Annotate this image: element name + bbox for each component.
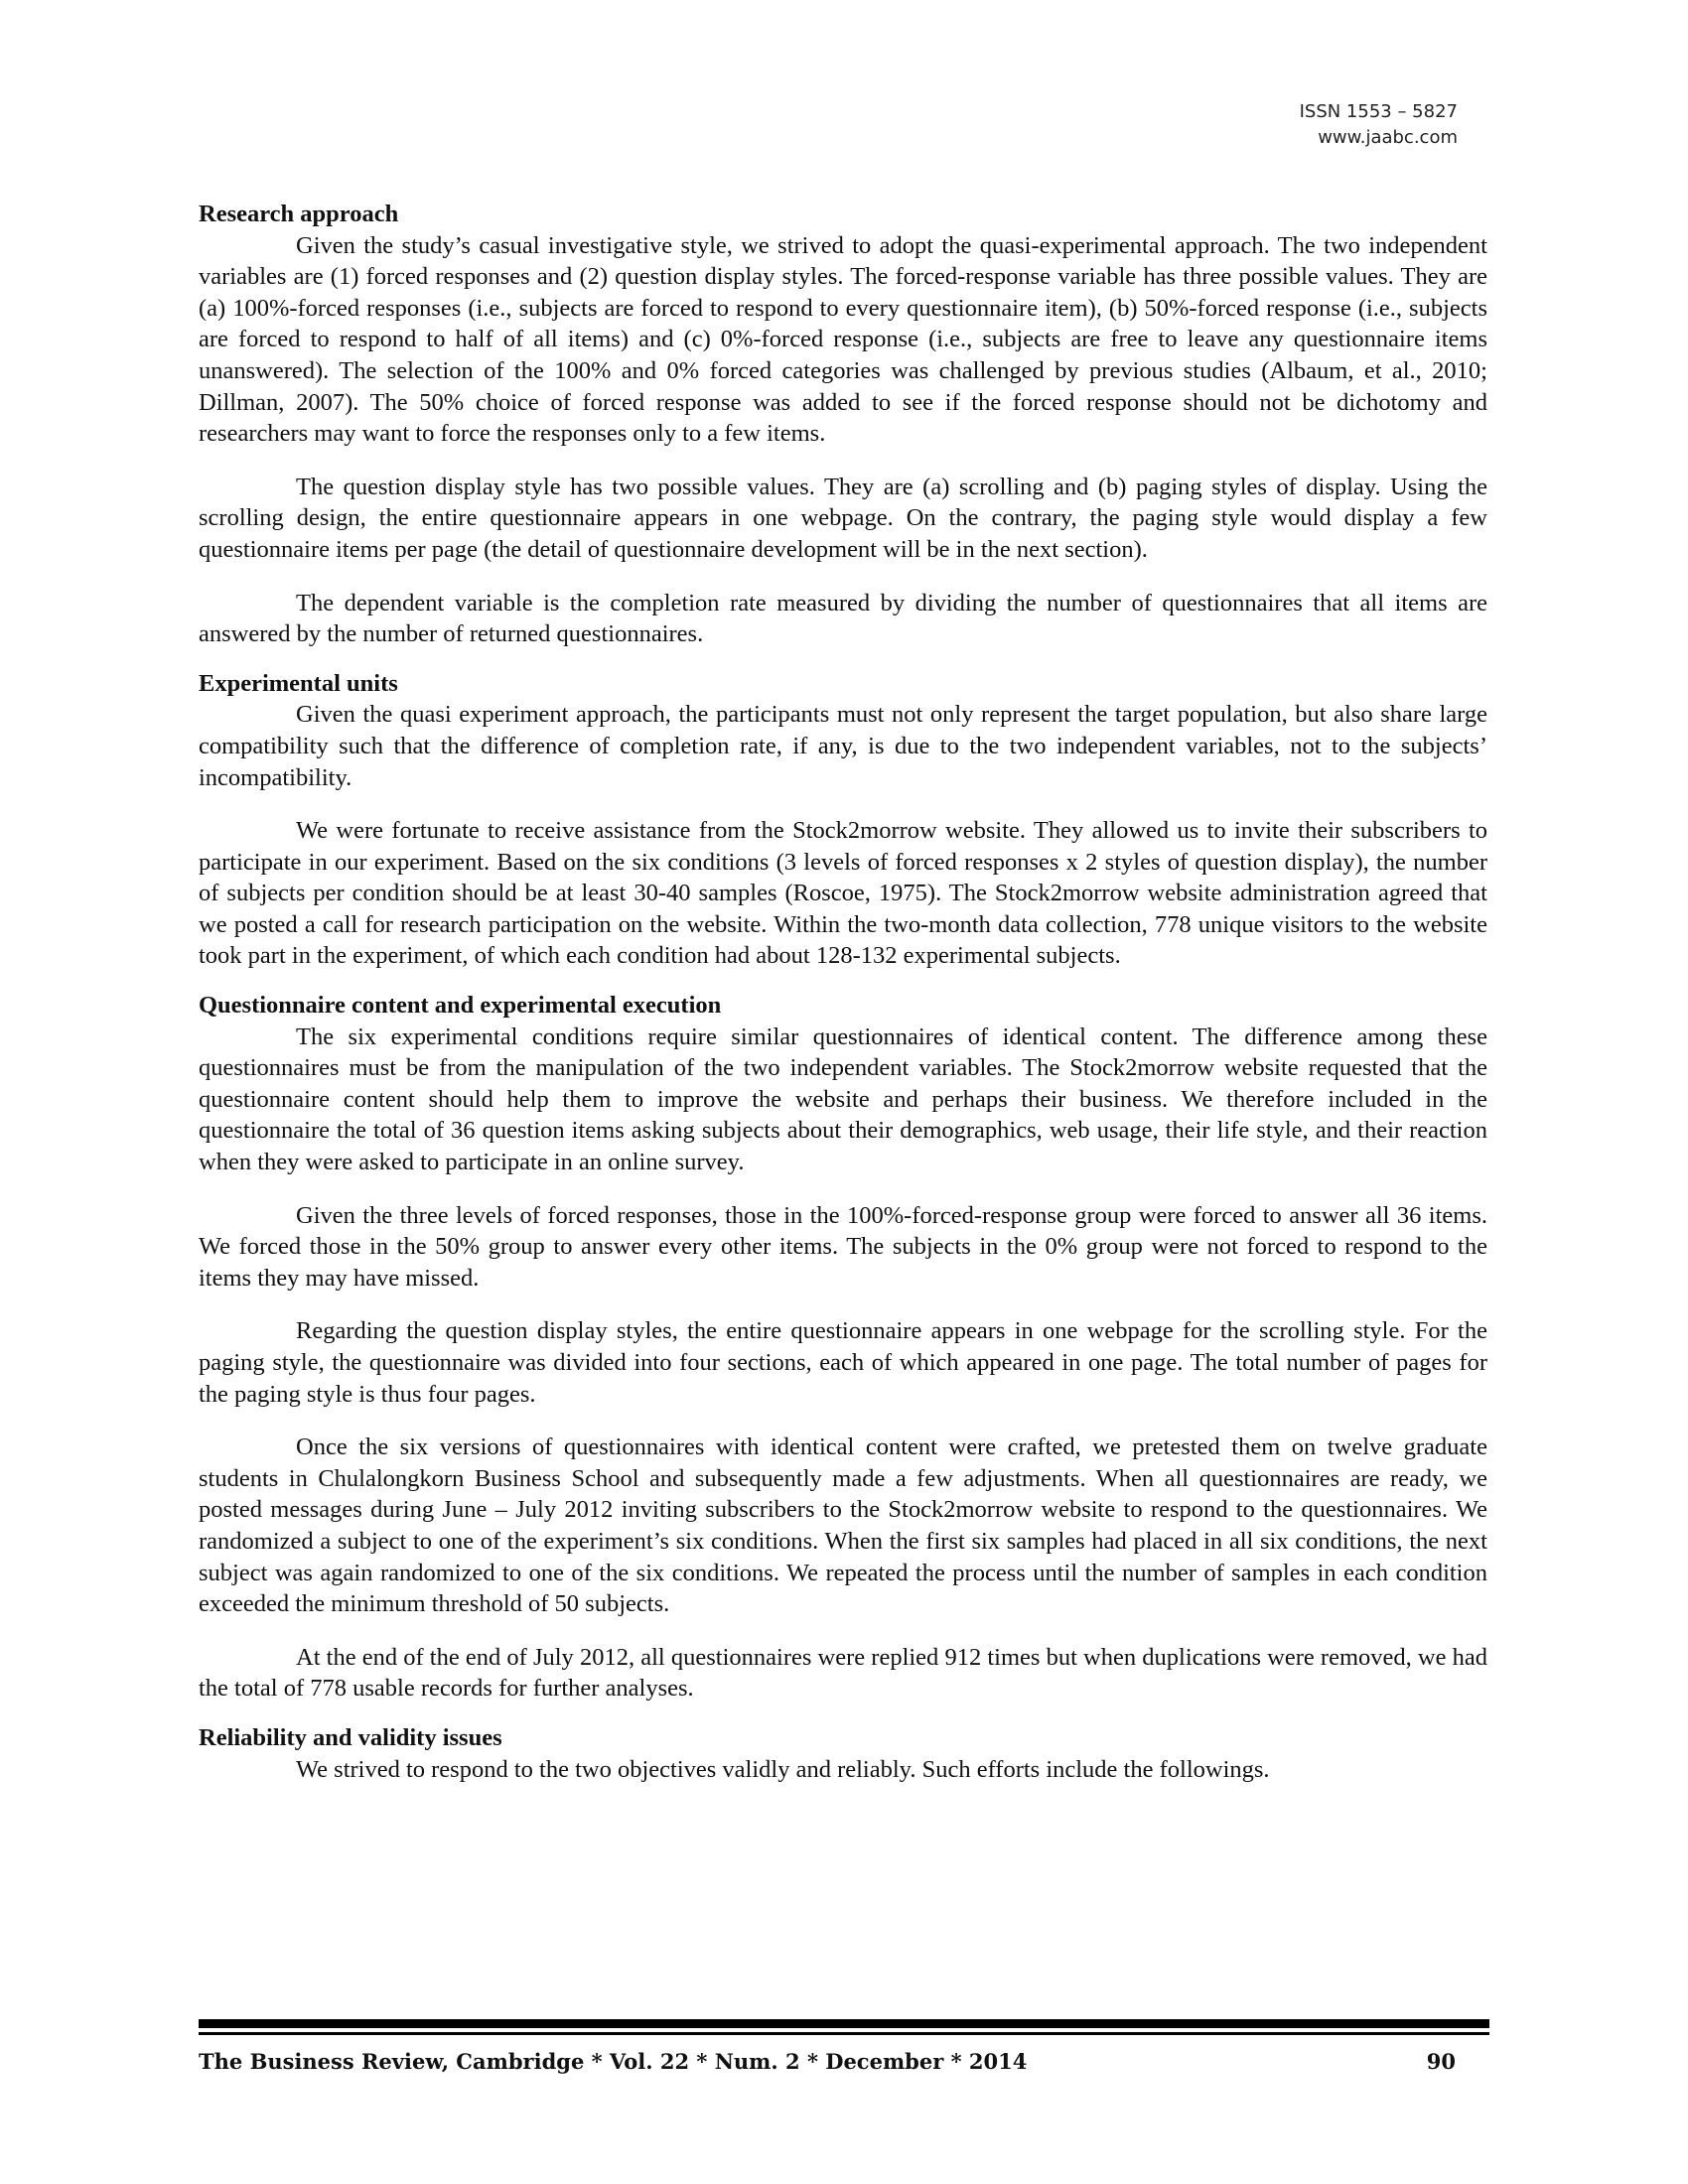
paragraph: The question display style has two possible values. They are (a) scrolling and (b) paging styles of display. Using the scrolling design, the entire questionnaire appears in one webpage. On the contrary, the paging style would display a few questionnaire items per page (the detail of questionnaire development will be in the next section).	[199, 473, 1487, 563]
footer-rule-thick	[199, 2019, 1489, 2028]
paragraph: We were fortunate to receive assistance from the Stock2morrow website. They allowed us to invite their subscribers to participate in our experiment. Based on the six conditions (3 levels of forced responses x 2 styles of question display), the number of subjects per condition should be at least 30-40 samples (Roscoe, 1975). The Stock2morrow website administration agreed that we posted a call for research participation on the website. Within the two-month data collection, 778 unique visitors to the website took part in the experiment, of which each condition had about 128-132 experimental subjects.	[199, 817, 1487, 970]
footer-rule-thin	[199, 2032, 1489, 2035]
section-heading-experimental-units: Experimental units	[199, 669, 398, 697]
section-heading-research-approach: Research approach	[199, 201, 399, 227]
page-number: 90	[1426, 2049, 1456, 2074]
paragraph: At the end of the end of July 2012, all questionnaires were replied 912 times but when duplications were removed, we had the total of 778 usable records for further analyses.	[199, 1643, 1487, 1703]
paragraph: Regarding the question display styles, the entire questionnaire appears in one webpage for the scrolling style. For the paging style, the questionnaire was divided into four sections, each of which appeared in one page. The total number of pages for the paging style is thus four pages.	[199, 1317, 1487, 1408]
paragraph: The dependent variable is the completion rate measured by dividing the number of questionnaires that all items are answered by the number of returned questionnaires.	[199, 589, 1487, 648]
journal-citation: The Business Review, Cambridge * Vol. 22 * Num. 2 * December * 2014	[199, 2049, 1028, 2074]
paragraph: We strived to respond to the two objectives validly and reliably. Such efforts include the followings.	[296, 1755, 1270, 1783]
issn-text: ISSN 1553 – 5827	[1299, 101, 1458, 122]
section-heading-reliability: Reliability and validity issues	[199, 1723, 502, 1751]
website-text: www.jaabc.com	[1318, 127, 1458, 148]
paragraph: Given the study’s casual investigative style, we strived to adopt the quasi-experimental approach. The two independent variables are (1) forced responses and (2) question display styles. The forced-response variable has three possible values. They are (a) 100%-forced responses (i.e., subjects are forced to respond to every questionnaire item), (b) 50%-forced response (i.e., subjects are forced to respond to half of all items) and (c) 0%-forced response (i.e., subjects are free to leave any questionnaire items unanswered). The selection of the 100% and 0% forced categories was challenged by previous studies (Albaum, et al., 2010; Dillman, 2007). The 50% choice of forced response was added to see if the forced response should not be dichotomy and researchers may want to force the responses only to a few items.	[199, 231, 1487, 448]
paragraph: Given the quasi experiment approach, the participants must not only represent the target population, but also share large compatibility such that the difference of completion rate, if any, is due to the two independent variables, not to the subjects’ incompatibility.	[199, 701, 1487, 791]
page-header	[1300, 99, 1458, 151]
article-body	[199, 199, 1487, 1785]
paragraph: The six experimental conditions require similar questionnaires of identical content. The difference among these questionnaires must be from the manipulation of the two independent variables. The Stock2morrow website requested that the questionnaire content should help them to improve the website and perhaps their business. We therefore included in the questionnaire the total of 36 question items asking subjects about their demographics, web usage, their life style, and their reaction when they were asked to participate in an online survey.	[199, 1023, 1487, 1176]
section-heading-questionnaire: Questionnaire content and experimental execution	[199, 992, 722, 1020]
paragraph: Given the three levels of forced responses, those in the 100%-forced-response group were forced to answer all 36 items. We forced those in the 50% group to answer every other items. The subjects in the 0% group were not forced to respond to the items they may have missed.	[199, 1201, 1487, 1292]
paragraph: Once the six versions of questionnaires with identical content were crafted, we pretested them on twelve graduate students in Chulalongkorn Business School and subsequently made a few adjustments. When all questionnaires are ready, we posted messages during June – July 2012 inviting subscribers to the Stock2morrow website to respond to the questionnaires. We randomized a subject to one of the experiment’s six conditions. When the first six samples had placed in all six conditions, the next subject was again randomized to one of the six conditions. We repeated the process until the number of samples in each condition exceeded the minimum threshold of 50 subjects.	[199, 1433, 1487, 1618]
